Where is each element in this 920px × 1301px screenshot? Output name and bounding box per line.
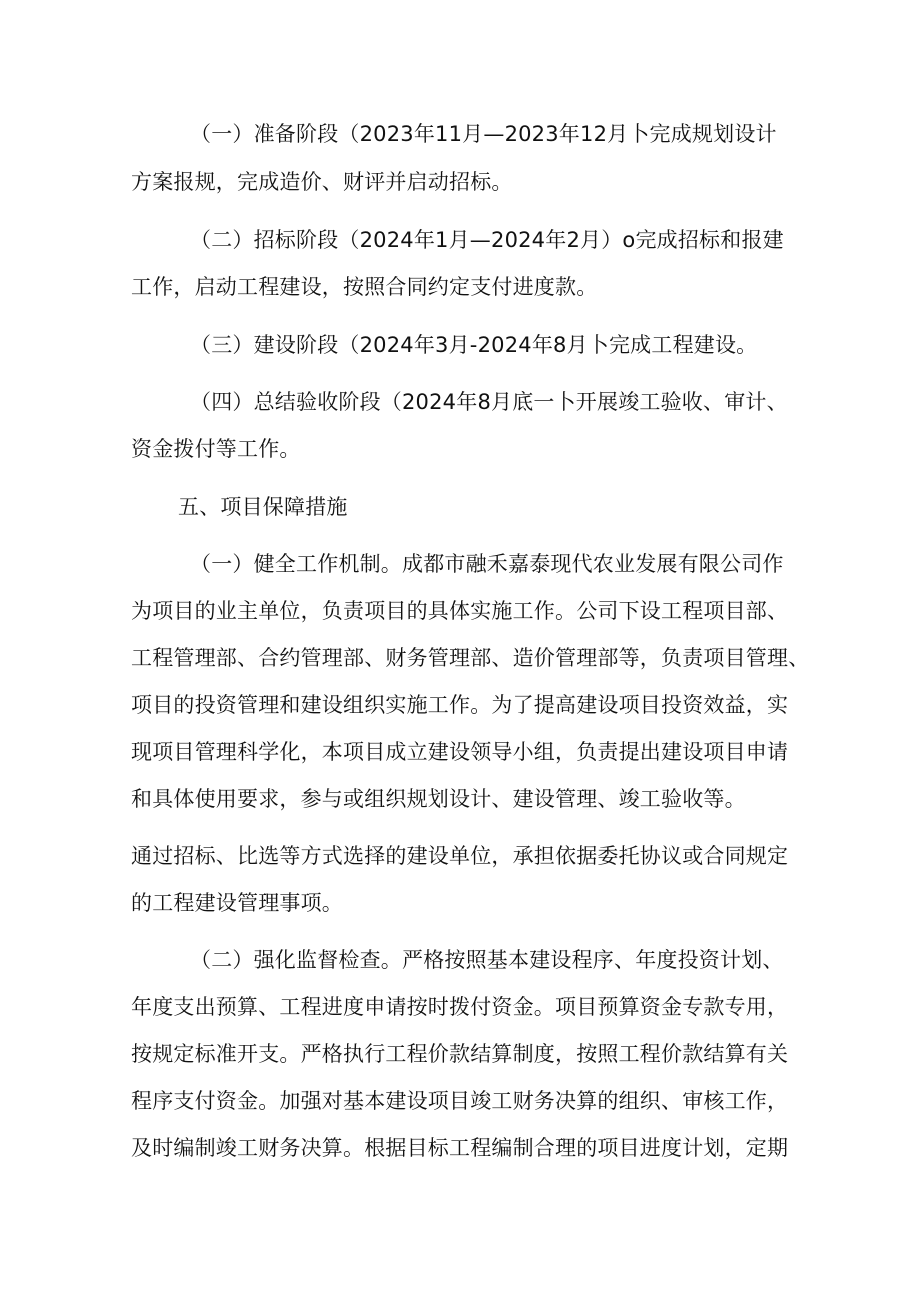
- paragraph-line: （二）招标阶段（2024年1月—2024年2月）o完成招标和报建: [190, 228, 784, 252]
- paragraph-line: 现项目管理科学化，本项目成立建设领导小组，负责提出建设项目申请: [131, 740, 789, 764]
- paragraph-line: 的工程建设管理事项。: [131, 891, 343, 915]
- paragraph-line: 和具体使用要求，参与或组织规划设计、建设管理、竣工验收等。: [131, 787, 746, 811]
- paragraph-line: 方案报规，完成造价、财评并启动招标。: [131, 170, 513, 194]
- paragraph-line: 项目的投资管理和建设组织实施工作。为了提高建设项目投资效益，实: [131, 693, 789, 717]
- paragraph-line: 为项目的业主单位，负责项目的具体实施工作。公司下设工程项目部、: [131, 599, 789, 623]
- paragraph-line: 年度支出预算、工程进度申请按时拨付资金。项目预算资金专款专用，: [131, 995, 789, 1019]
- paragraph-line: （三）建设阶段（2024年3月-2024年8月卜完成工程建设。: [190, 333, 758, 357]
- paragraph-line: 资金拨付等工作。: [131, 437, 301, 461]
- section-heading: 五、项目保障措施: [178, 495, 348, 519]
- paragraph-line: 工作，启动工程建设，按照合同约定支付进度款。: [131, 275, 598, 299]
- paragraph-line: 通过招标、比选等方式选择的建设单位，承担依据委托协议或合同规定: [131, 844, 789, 868]
- paragraph-line: 按规定标准开支。严格执行工程价款结算制度，按照工程价款结算有关: [131, 1042, 789, 1066]
- paragraph-line: （一）准备阶段（2023年11月—2023年12月卜完成规划设计: [190, 122, 777, 146]
- paragraph-line: 程序支付资金。加强对基本建设项目竣工财务决算的组织、审核工作，: [131, 1089, 789, 1113]
- paragraph-line: （一）健全工作机制。成都市融禾嘉泰现代农业发展有限公司作: [190, 552, 784, 576]
- paragraph-line: （二）强化监督检查。严格按照基本建设程序、年度投资计划、: [190, 948, 784, 972]
- paragraph-line: 及时编制竣工财务决算。根据目标工程编制合理的项目进度计划，定期: [131, 1136, 789, 1160]
- paragraph-line: （四）总结验收阶段（2024年8月底一卜开展竣工验收、审计、: [190, 390, 788, 414]
- paragraph-line: 工程管理部、合约管理部、财务管理部、造价管理部等，负责项目管理、: [131, 646, 810, 670]
